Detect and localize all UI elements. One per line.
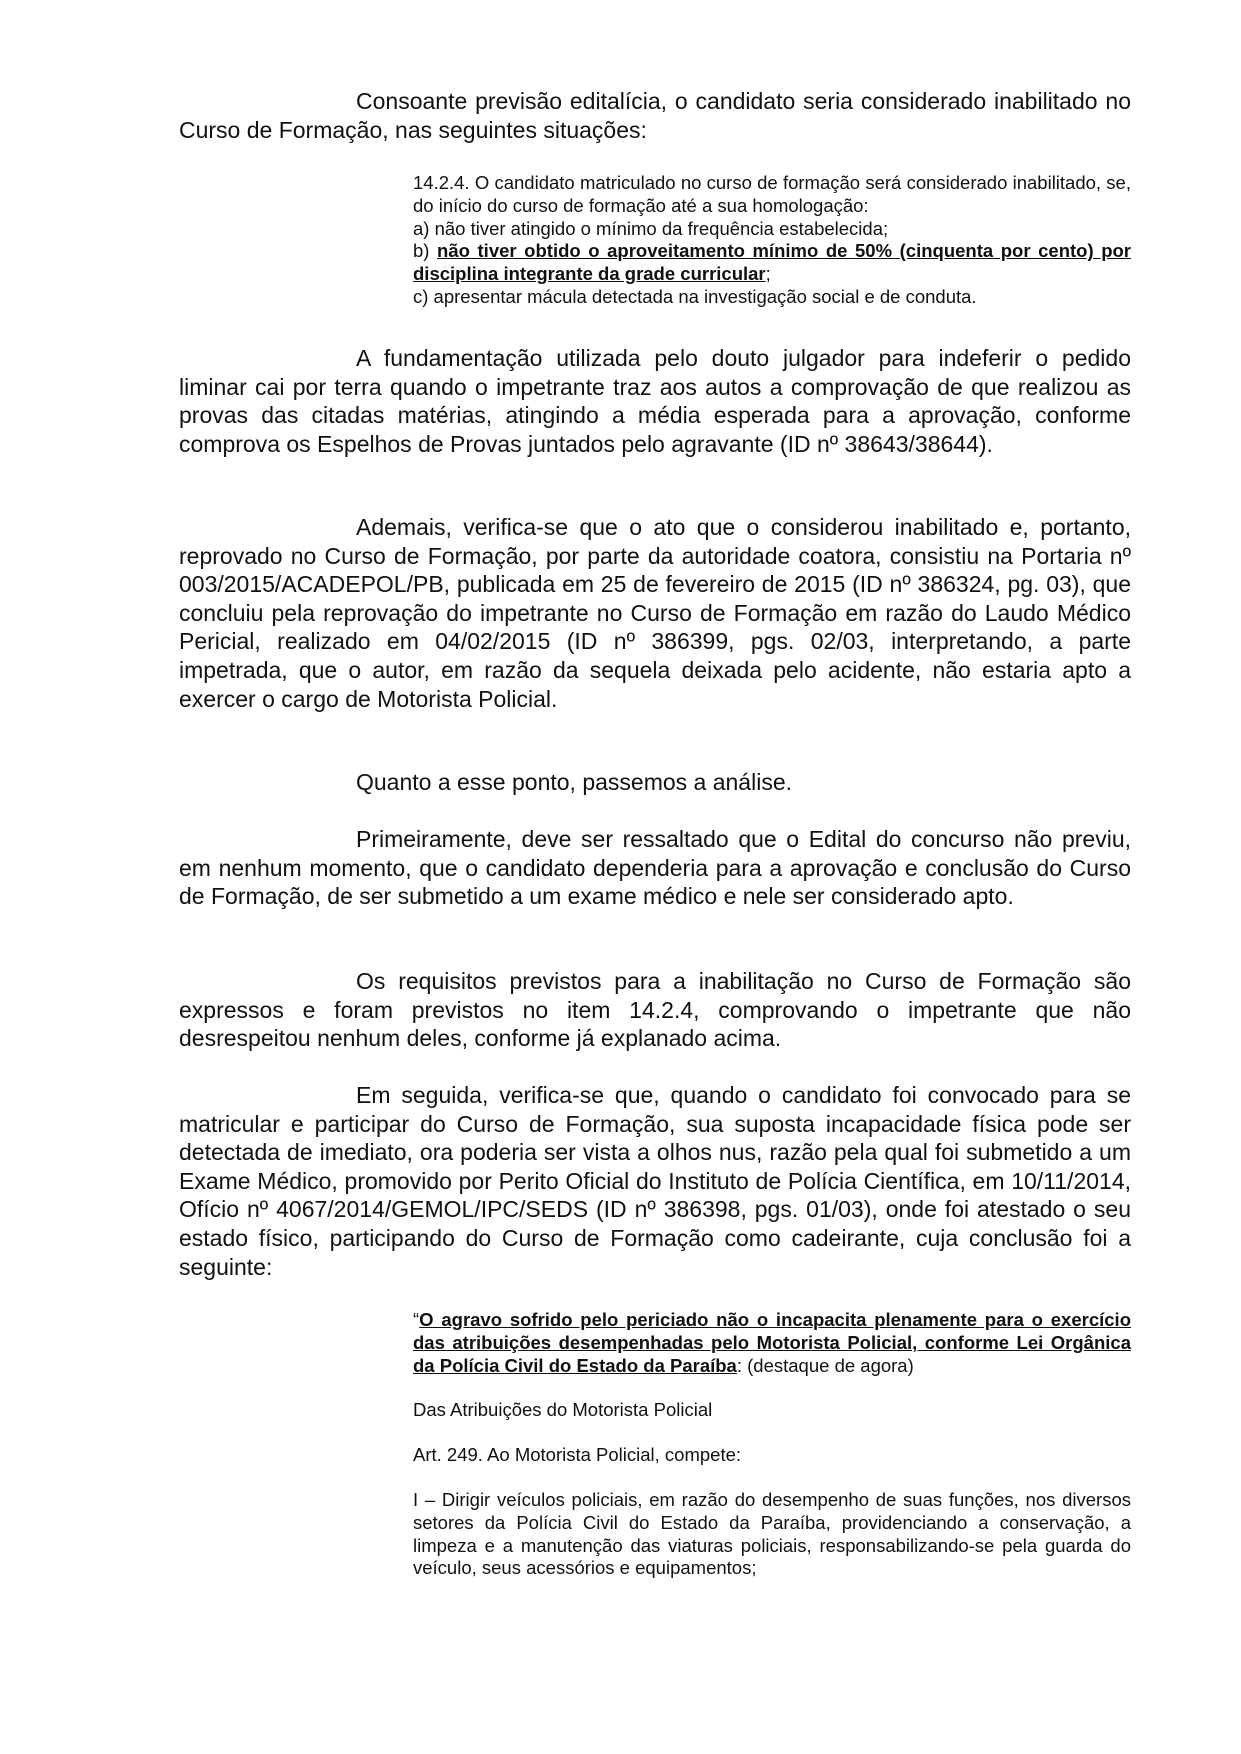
citation-medical-report	[413, 1309, 1131, 1580]
paragraph-7: Em seguida, verifica-se que, quando o candidato foi convocado para se matricular e participar do Curso de Formação, sua suposta incapacidade física pode ser detectada de imediato, ora poderia ser vista a olhos nus, razão pela qual foi submetido a um Exame Médico, promovido por Perito Oficial do Instituto de Polícia Científica, em 10/11/2014, Ofício nº 4067/2014/GEMOL/IPC/SEDS (ID nº 386398, pgs. 01/03), onde foi atestado o seu estado físico, participando do Curso de Formação como cadeirante, cuja conclusão foi a seguinte:	[179, 1082, 1131, 1280]
citation-quote	[413, 1309, 1131, 1377]
citation-heading: Das Atribuições do Motorista Policial	[413, 1399, 713, 1421]
paragraph-2: A fundamentação utilizada pelo douto julgador para indeferir o pedido liminar cai por terra quando o impetrante traz aos autos a comprovação de que realizou as provas das citadas matérias, atingindo a média esperada para a aprovação, conforme comprova os Espelhos de Provas juntados pelo agravante (ID nº 38643/38644).	[179, 345, 1131, 457]
item-b-suffix: ;	[765, 263, 771, 285]
citation-item-i: I – Dirigir veículos policiais, em razão do desempenho de suas funções, nos diversos setores da Polícia Civil do Estado da Paraíba, providenciando a conservação, a limpeza e a manutenção das viaturas policiais, responsabilizando-se pela guarda do veículo, seus acessórios e equipamentos;	[413, 1488, 1131, 1579]
citation-suffix: : (destaque de agora)	[736, 1354, 914, 1376]
citation-intro: 14.2.4. O candidato matriculado no curso de formação será considerado inabilitado, se, do início do curso de formação até a sua homologação:	[413, 172, 1131, 216]
open-quote: “	[413, 1309, 420, 1330]
citation-item-c: c) apresentar mácula detectada na investigação social e de conduta.	[413, 285, 977, 307]
citation-item-b	[413, 240, 1131, 286]
citation-item-a: a) não tiver atingido o mínimo da frequência estabelecida;	[413, 217, 889, 239]
paragraph-3: Ademais, verifica-se que o ato que o considerou inabilitado e, portanto, reprovado no Curso de Formação, por parte da autoridade coatora, consistiu na Portaria nº 003/2015/ACADEPOL/PB, publicada em 25 de fevereiro de 2015 (ID nº 386324, pg. 03), que concluiu pela reprovação do impetrante no Curso de Formação em razão do Laudo Médico Pericial, realizado em 04/02/2015 (ID nº 386399, pgs. 02/03, interpretando, a parte impetrada, que o autor, em razão da sequela deixada pelo acidente, não estaria apto a exercer o cargo de Motorista Policial.	[179, 514, 1131, 712]
citation-emphasis: O agravo sofrido pelo periciado não o incapacita plenamente para o exercício das atribuições desempenhadas pelo Motorista Policial, conforme Lei Orgânica da Polícia Civil do Estado da Paraíba	[413, 1309, 1131, 1376]
paragraph-5: Primeiramente, deve ser ressaltado que o Edital do concurso não previu, em nenhum momento, que o candidato dependeria para a aprovação e conclusão do Curso de Formação, de ser submetido a um exame médico e nele ser considerado apto.	[179, 826, 1131, 910]
citation-item-14-2-4	[413, 172, 1131, 309]
citation-article: Art. 249. Ao Motorista Policial, compete:	[413, 1444, 742, 1466]
item-b-emphasis: não tiver obtido o aproveitamento mínimo de 50% (cinquenta por cento) por disciplina integrante da grade curricular	[413, 240, 1132, 285]
item-b-prefix: b)	[413, 240, 438, 262]
paragraph-1: Consoante previsão editalícia, o candidato seria considerado inabilitado no Curso de Formação, nas seguintes situações:	[179, 88, 1131, 143]
paragraph-4: Quanto a esse ponto, passemos a análise.	[356, 769, 793, 795]
paragraph-6: Os requisitos previstos para a inabilitação no Curso de Formação são expressos e foram previstos no item 14.2.4, comprovando o impetrante que não desrespeitou nenhum deles, conforme já explanado acima.	[179, 968, 1131, 1052]
